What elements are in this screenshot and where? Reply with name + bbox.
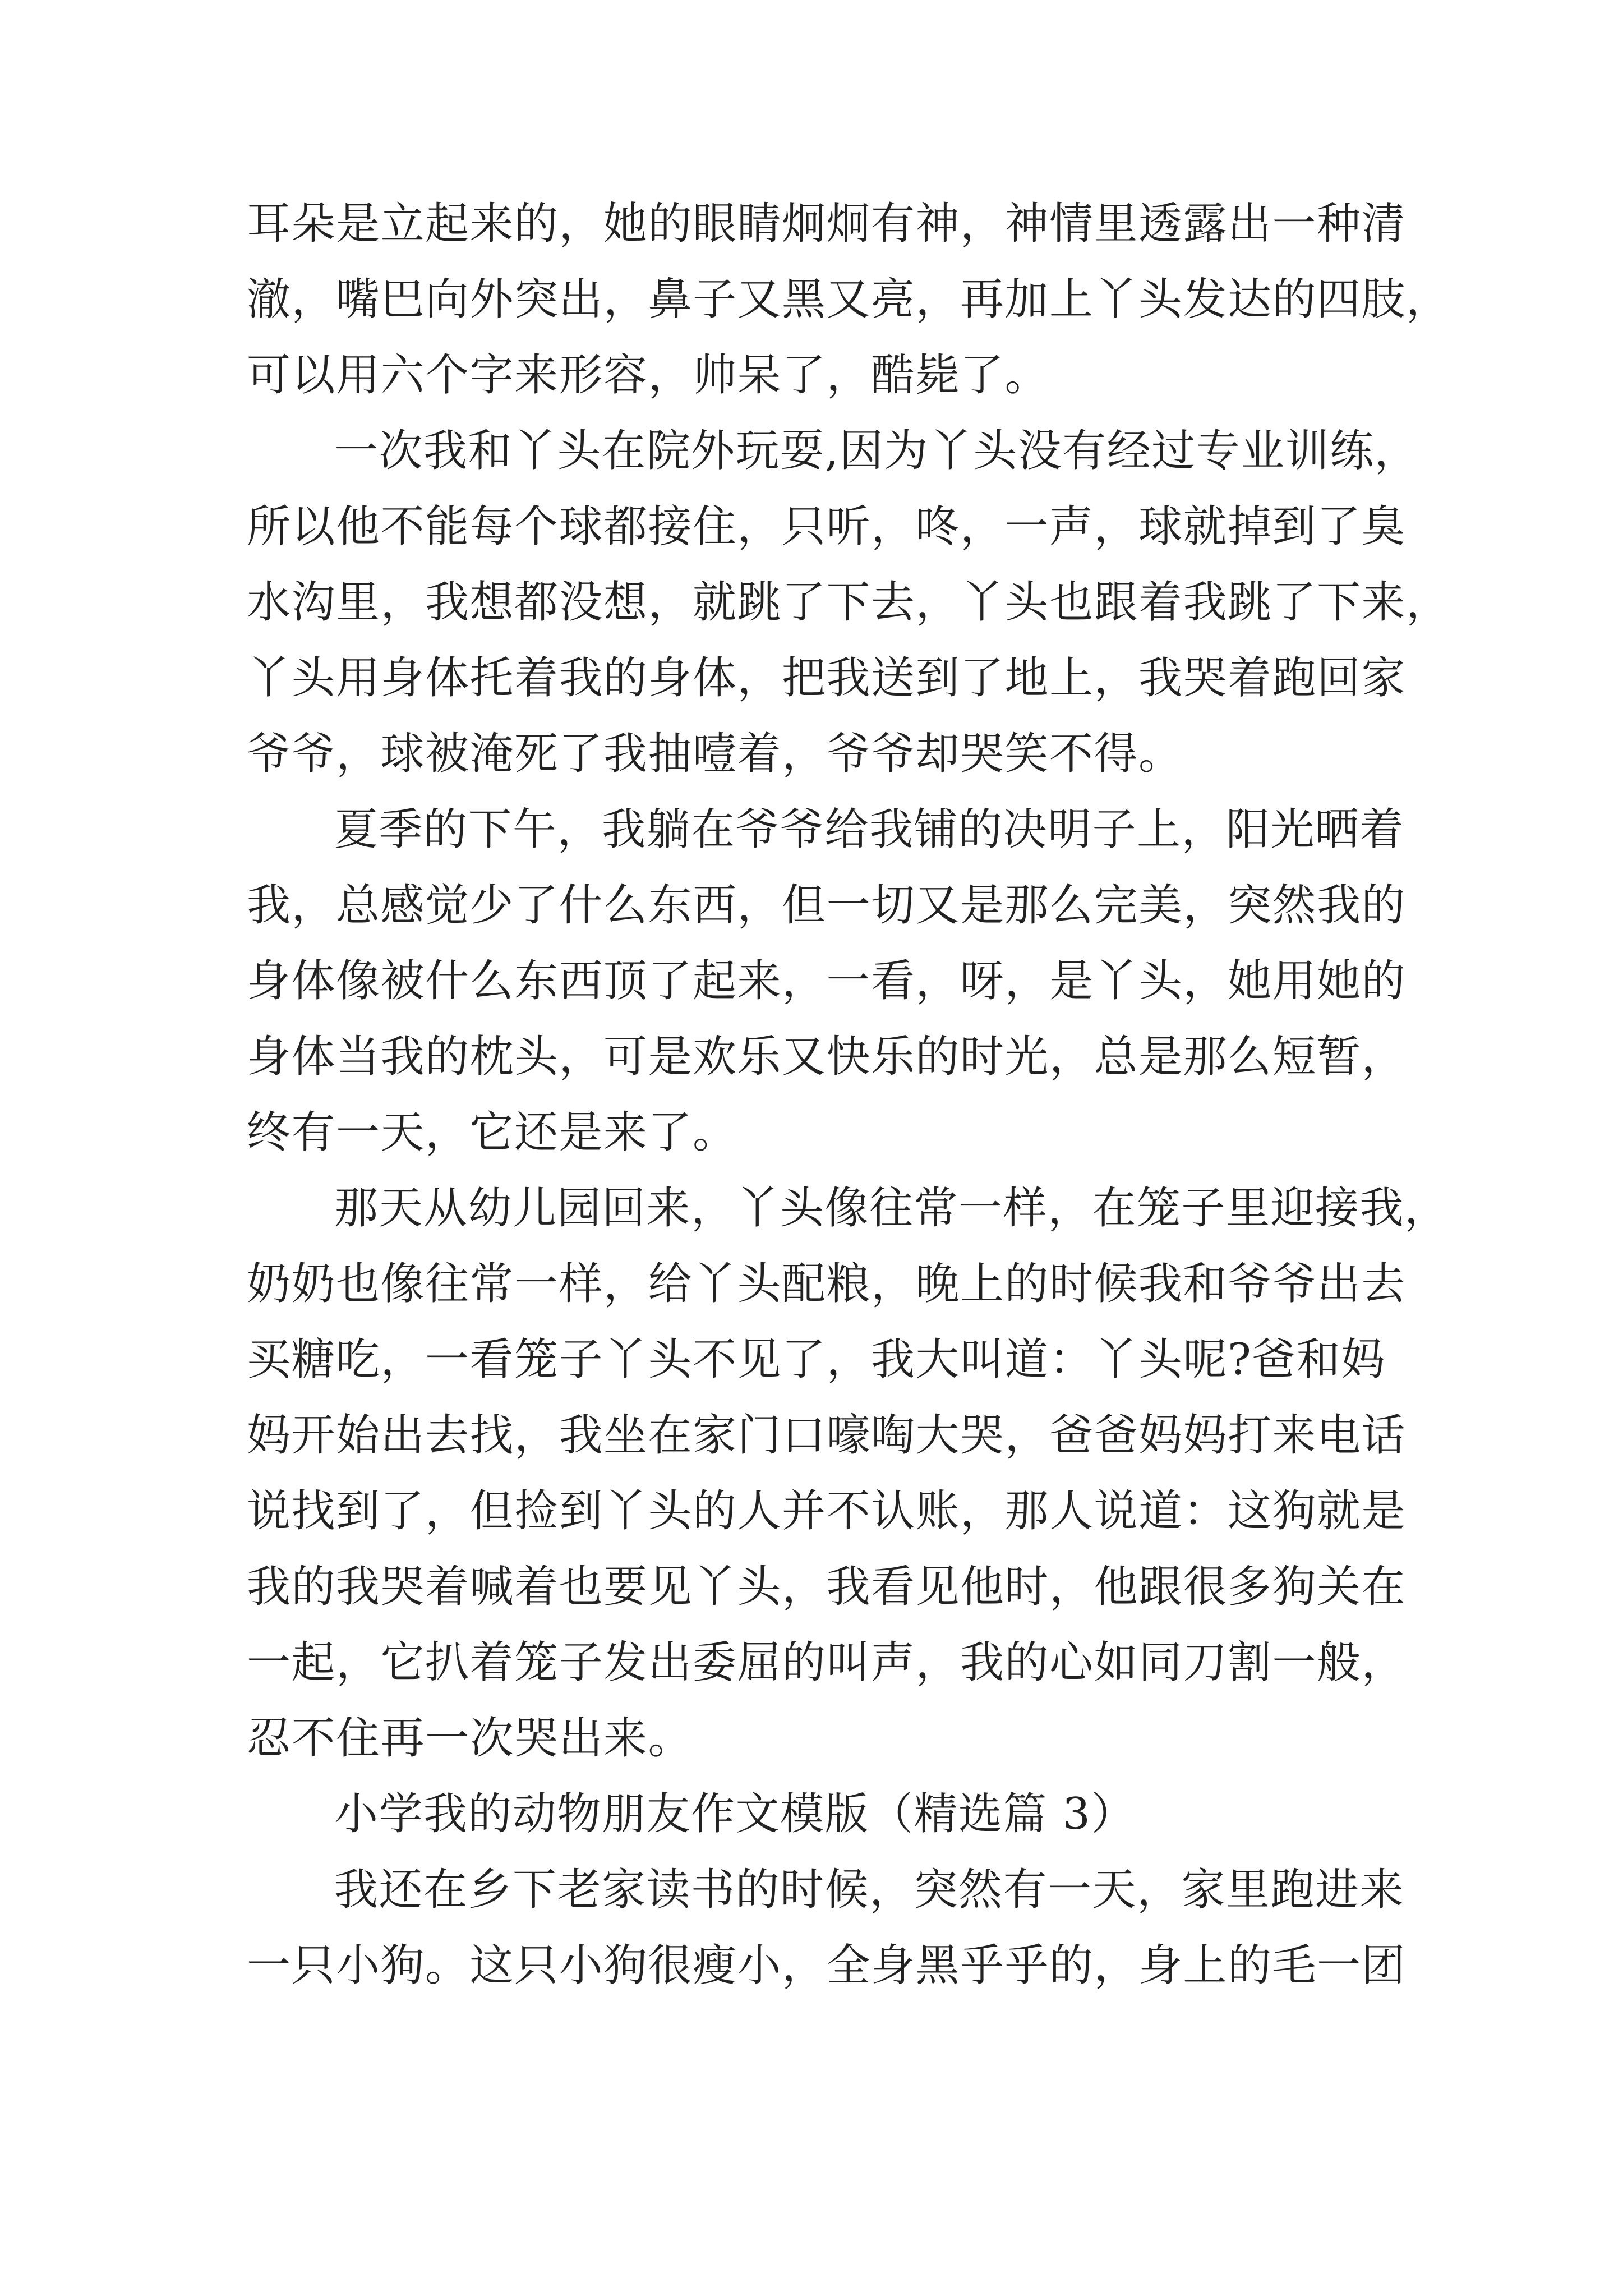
section-heading: 小学我的动物朋友作文模版（精选篇 3） (334, 1789, 1136, 1839)
text-line: 说找到了，但捡到丫头的人并不认账，那人说道：这狗就是 (247, 1486, 1407, 1536)
text-line: 可以用六个字来形容，帅呆了，酷毙了。 (247, 350, 1050, 401)
paragraph-start-line: 一次我和丫头在院外玩耍,因为丫头没有经过专业训练， (334, 426, 1419, 476)
document-body (247, 186, 1451, 2004)
text-line: 终有一天，它还是来了。 (247, 1107, 737, 1158)
text-line: 耳朵是立起来的，她的眼睛炯炯有神，神情里透露出一种清 (247, 199, 1407, 249)
text-line: 奶奶也像往常一样，给丫头配粮，晚上的时候我和爷爷出去 (247, 1259, 1407, 1309)
paragraph-start-line: 那天从幼儿园回来，丫头像往常一样，在笼子里迎接我， (334, 1183, 1449, 1234)
text-line: 买糖吃，一看笼子丫头不见了，我大叫道：丫头呢?爸和妈 (247, 1335, 1386, 1385)
text-line: 身体像被什么东西顶了起来，一看，呀，是丫头，她用她的 (247, 956, 1407, 1006)
text-line: 忍不住再一次哭出来。 (247, 1713, 693, 1764)
paragraph-start-line: 我还在乡下老家读书的时候，突然有一天，家里跑进来 (334, 1865, 1405, 1915)
text-line: 一起，它扒着笼子发出委屈的叫声，我的心如同刀割一般， (247, 1637, 1407, 1688)
text-line: 我的我哭着喊着也要见丫头，我看见他时，他跟很多狗关在 (247, 1562, 1407, 1612)
text-line: 所以他不能每个球都接住，只听，咚，一声，球就掉到了臭 (247, 501, 1407, 552)
text-line: 水沟里，我想都没想，就跳了下去，丫头也跟着我跳了下来， (247, 577, 1451, 628)
text-line: 一只小狗。这只小狗很瘦小，全身黑乎乎的，身上的毛一团 (247, 1940, 1407, 1991)
paragraph-start-line: 夏季的下午，我躺在爷爷给我铺的决明子上，阳光晒着 (334, 804, 1405, 855)
text-line: 身体当我的枕头，可是欢乐又快乐的时光，总是那么短暂， (247, 1032, 1407, 1082)
text-line: 丫头用身体托着我的身体，把我送到了地上，我哭着跑回家 (247, 653, 1407, 703)
text-line: 爷爷，球被淹死了我抽噎着，爷爷却哭笑不得。 (247, 729, 1183, 779)
text-line: 我，总感觉少了什么东西，但一切又是那么完美，突然我的 (247, 880, 1407, 931)
text-line: 澈，嘴巴向外突出，鼻子又黑又亮，再加上丫头发达的四肢， (247, 274, 1451, 325)
text-line: 妈开始出去找，我坐在家门口嚎啕大哭，爸爸妈妈打来电话 (247, 1410, 1407, 1461)
